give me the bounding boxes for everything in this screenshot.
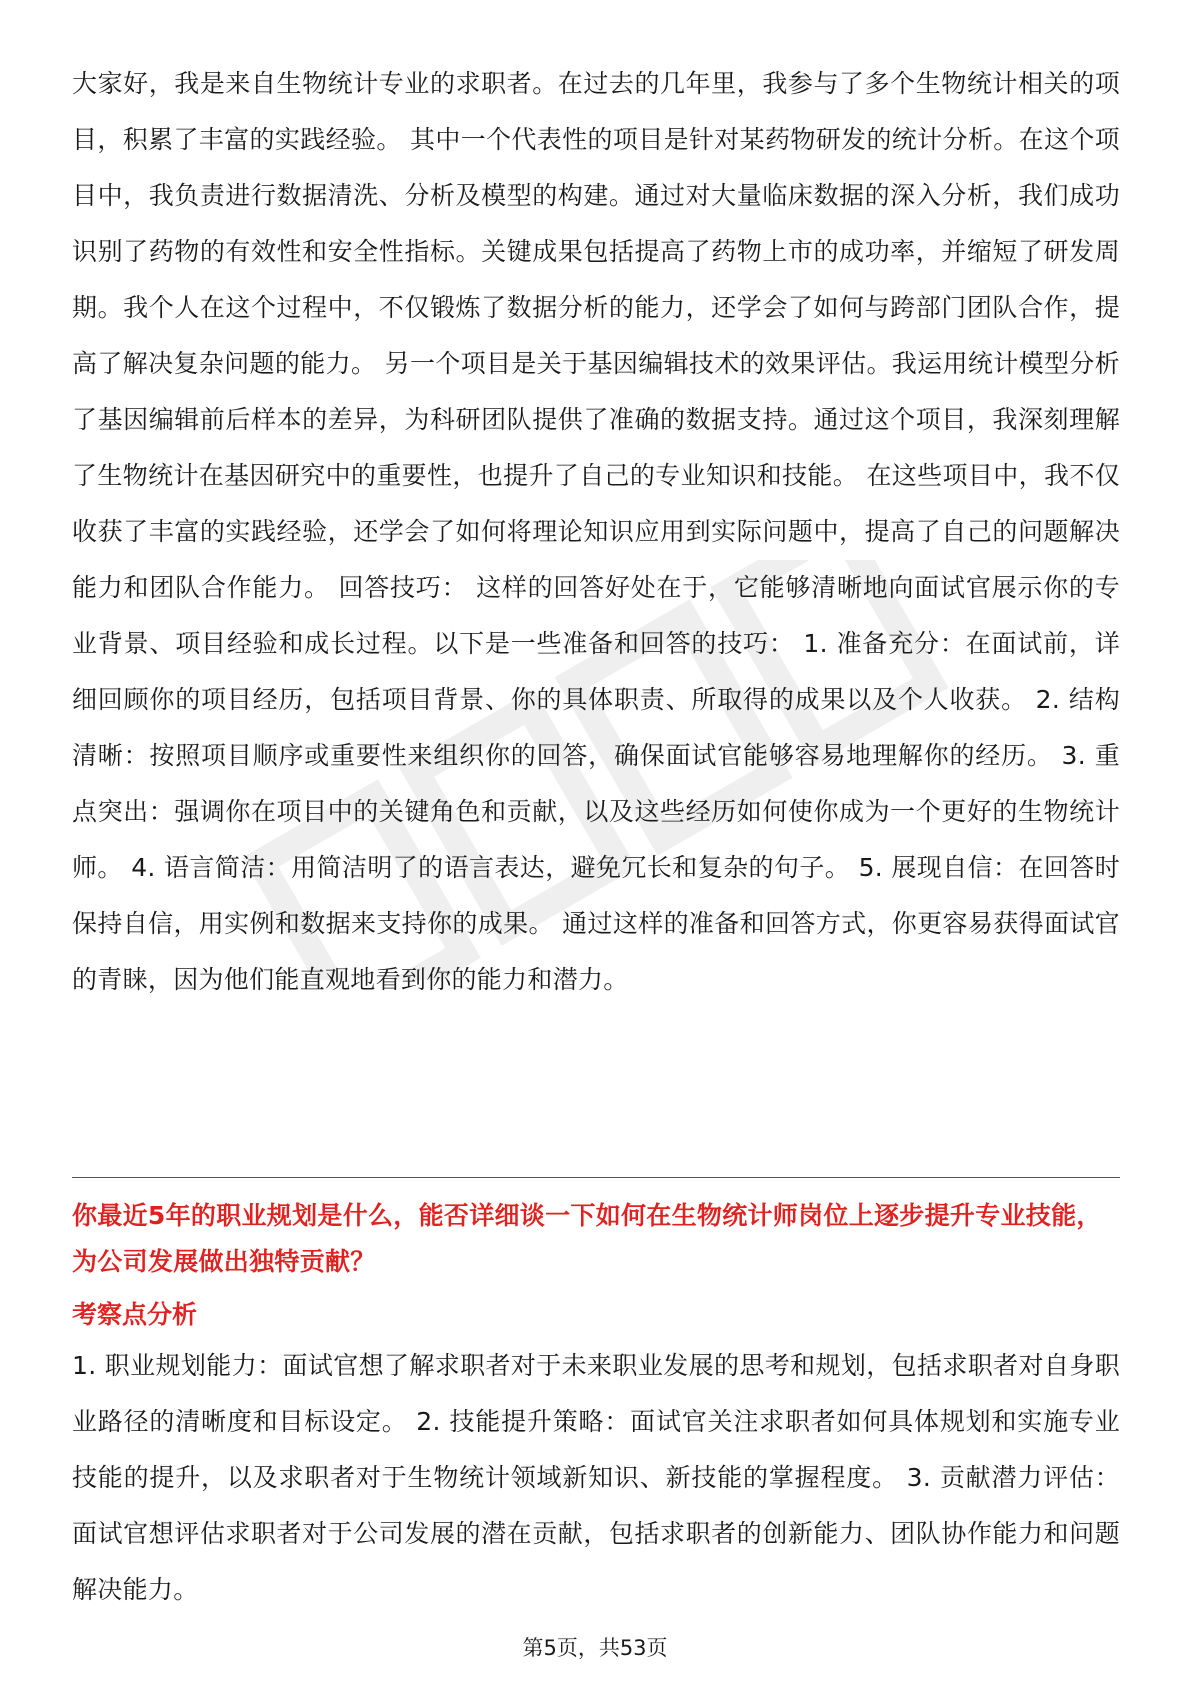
interview-question: 你最近5年的职业规划是什么，能否详细谈一下如何在生物统计师岗位上逐步提升专业技能，为公司发展做出独特贡献？	[72, 1201, 1102, 1276]
section-divider	[72, 1177, 1120, 1178]
page-number: 第5页，共53页	[522, 1636, 668, 1660]
analysis-paragraph: 1. 职业规划能力：面试官想了解求职者对于未来职业发展的思考和规划，包括求职者对自身职业路径的清晰度和目标设定。 2. 技能提升策略：面试官关注求职者如何具体规划和实施专业技能的提升，以及求职者对于生物统计领域新知识、新技能的掌握程度。 3. 贡献潜力评估：面试官想评估求职者对于公司发展的潜在贡献，包括求职者的创新能力、团队协作能力和问题解决能力。	[72, 1351, 1120, 1604]
answer-paragraph: 大家好，我是来自生物统计专业的求职者。在过去的几年里，我参与了多个生物统计相关的项目，积累了丰富的实践经验。 其中一个代表性的项目是针对某药物研发的统计分析。在这个项目中，我负责进行数据清洗、分析及模型的构建。通过对大量临床数据的深入分析，我们成功识别了药物的有效性和安全性指标。关键成果包括提高了药物上市的成功率，并缩短了研发周期。我个人在这个过程中，不仅锻炼了数据分析的能力，还学会了如何与跨部门团队合作，提高了解决复杂问题的能力。 另一个项目是关于基因编辑技术的效果评估。我运用统计模型分析了基因编辑前后样本的差异，为科研团队提供了准确的数据支持。通过这个项目，我深刻理解了生物统计在基因研究中的重要性，也提升了自己的专业知识和技能。 在这些项目中，我不仅收获了丰富的实践经验，还学会了如何将理论知识应用到实际问题中，提高了自己的问题解决能力和团队合作能力。 回答技巧： 这样的回答好处在于，它能够清晰地向面试官展示你的专业背景、项目经验和成长过程。以下是一些准备和回答的技巧： 1. 准备充分：在面试前，详细回顾你的项目经历，包括项目背景、你的具体职责、所取得的成果以及个人收获。 2. 结构清晰：按照项目顺序或重要性来组织你的回答，确保面试官能够容易地理解你的经历。 3. 重点突出：强调你在项目中的关键角色和贡献，以及这些经历如何使你成为一个更好的生物统计师。 4. 语言简洁：用简洁明了的语言表达，避免冗长和复杂的句子。 5. 展现自信：在回答时保持自信，用实例和数据来支持你的成果。 通过这样的准备和回答方式，你更容易获得面试官的青睐，因为他们能直观地看到你的能力和潜力。	[72, 69, 1120, 994]
section-heading: 考察点分析	[72, 1300, 198, 1329]
